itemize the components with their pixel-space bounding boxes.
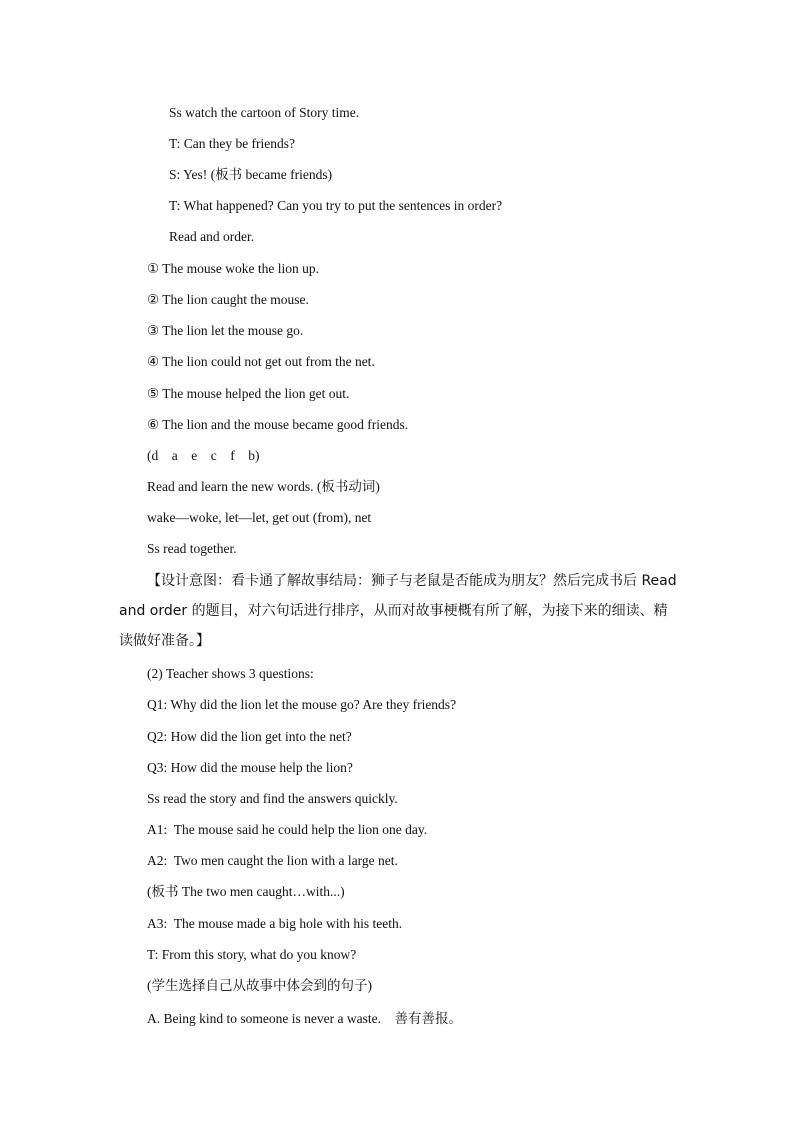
text-line: Ss read the story and find the answers quickly.	[147, 791, 398, 806]
text-line: (学生选择自己从故事中体会到的句子)	[147, 978, 372, 993]
list-item: ⑥ The lion and the mouse became good friends.	[147, 417, 409, 432]
text-line: T: Can they be friends?	[169, 136, 296, 151]
design-intent-paragraph	[119, 566, 679, 656]
text-line: A. Being kind to someone is never a waste. 善有善报。	[147, 1011, 462, 1026]
question-line: Q3: How did the mouse help the lion?	[147, 760, 353, 775]
question-line: Q1: Why did the lion let the mouse go? Are they friends?	[147, 697, 457, 712]
text-line: T: From this story, what do you know?	[147, 947, 357, 962]
text-line: Ss watch the cartoon of Story time.	[169, 105, 360, 120]
design-intent-text: 【设计意图：看卡通了解故事结局：狮子与老鼠是否能成为朋友？然后完成书后 Read and order 的题目，对六句话进行排序，从而对故事梗概有所了解，为接下来的细读、精读做好准备。】	[119, 573, 677, 649]
text-line: Ss read together.	[147, 541, 237, 556]
list-item: ② The lion caught the mouse.	[147, 292, 309, 307]
list-item: ③ The lion let the mouse go.	[147, 323, 304, 338]
list-item: ⑤ The mouse helped the lion get out.	[147, 386, 350, 401]
text-line: wake—woke, let—let, get out (from), net	[147, 510, 372, 525]
text-line: (板书 The two men caught…with...)	[147, 884, 345, 899]
answer-line: A2: Two men caught the lion with a large net.	[147, 853, 398, 868]
answer-line: A1: The mouse said he could help the lion one day.	[147, 822, 428, 837]
answer-order: (d a e c f b)	[147, 448, 260, 463]
text-line: T: What happened? Can you try to put the sentences in order?	[169, 198, 503, 213]
text-line: Read and learn the new words. (板书动词)	[147, 479, 380, 494]
list-item: ④ The lion could not get out from the net.	[147, 354, 375, 369]
question-line: Q2: How did the lion get into the net?	[147, 729, 352, 744]
text-line: S: Yes! (板书 became friends)	[169, 167, 333, 182]
list-item: ① The mouse woke the lion up.	[147, 261, 319, 276]
text-line: Read and order.	[169, 229, 255, 244]
answer-line: A3: The mouse made a big hole with his teeth.	[147, 916, 403, 931]
text-line: (2) Teacher shows 3 questions:	[147, 666, 314, 681]
